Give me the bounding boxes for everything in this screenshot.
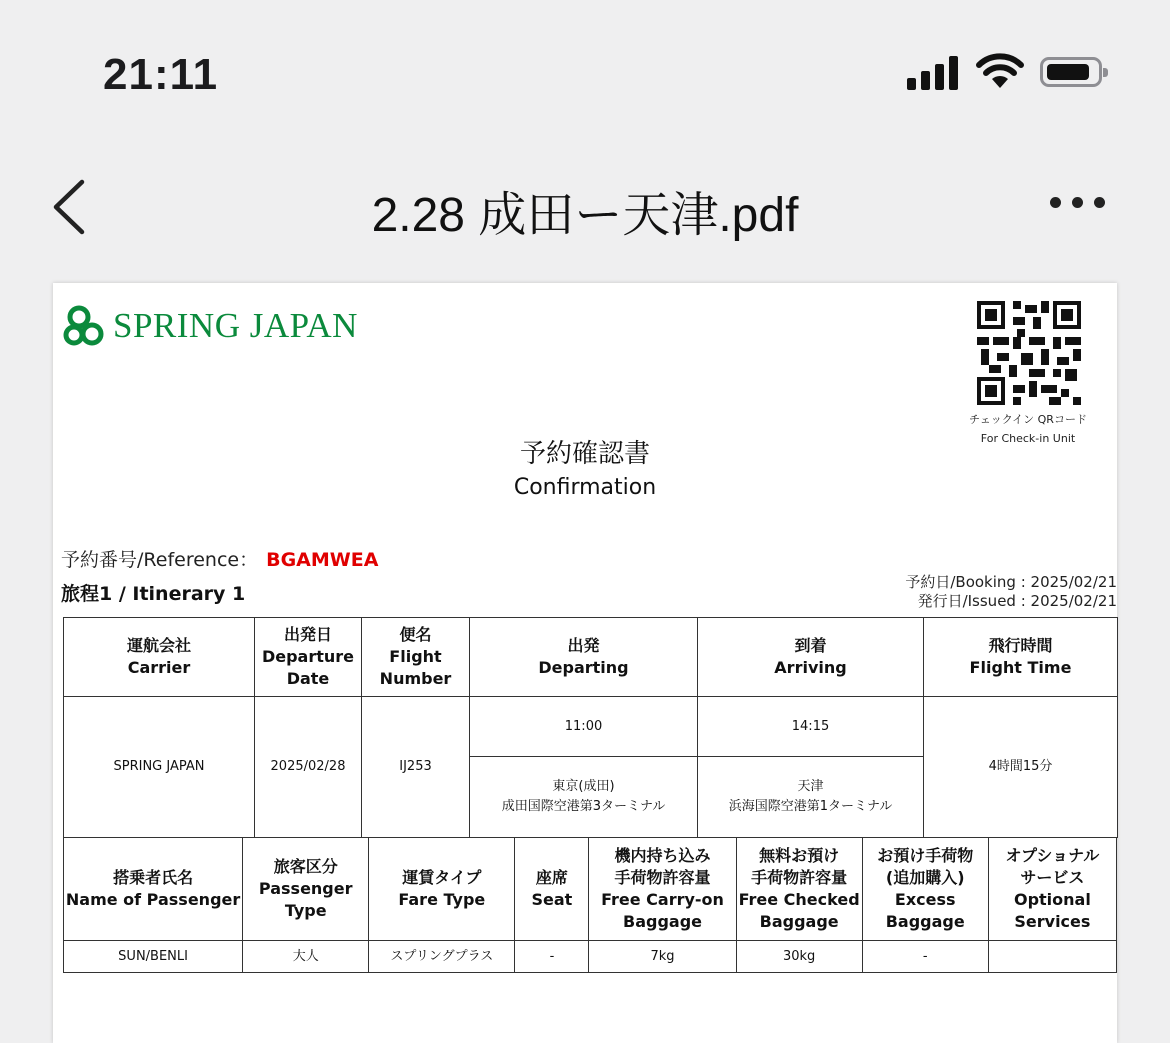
reference-line — [61, 545, 378, 572]
cellular-signal-icon — [907, 56, 961, 90]
cell-flight: IJ253 — [362, 697, 470, 838]
header-flight-time: 飛行時間 Flight Time — [924, 618, 1118, 697]
document-title: 2.28 成田ー天津.pdf — [371, 189, 799, 242]
header-passenger-name: 搭乗者氏名 Name of Passenger — [64, 838, 243, 941]
cell-type: 大人 — [243, 941, 369, 973]
cell-optional — [988, 941, 1116, 973]
cell-fare: スプリングプラス — [369, 941, 515, 973]
issued-date: 発行日/Issued : 2025/02/21 — [917, 592, 1117, 610]
header-excess-baggage: お預け手荷物 (追加購入) Excess Baggage — [862, 838, 988, 941]
header-fare-type: 運賃タイプ Fare Type — [369, 838, 515, 941]
booking-dates — [905, 573, 1117, 611]
reference-label: 予約番号/Reference： — [61, 549, 259, 571]
cell-excess: - — [862, 941, 988, 973]
cell-duration: 4時間15分 — [924, 697, 1118, 838]
reference-code: BGAMWEA — [266, 549, 379, 571]
cell-date: 2025/02/28 — [255, 697, 362, 838]
logo-text: SPRING JAPAN — [113, 306, 358, 345]
header-departing: 出発 Departing — [470, 618, 698, 697]
header-checked-baggage: 無料お預け 手荷物許容量 Free Checked Baggage — [736, 838, 862, 941]
header-optional-services: オプショナル サービス Optional Services — [988, 838, 1116, 941]
itinerary-heading: 旅程1 / Itinerary 1 — [61, 583, 246, 605]
header-seat: 座席 Seat — [515, 838, 589, 941]
header-carrier: 運航会社 Carrier — [64, 618, 255, 697]
qr-caption-en: For Check-in Unit — [980, 432, 1076, 445]
cell-arrival-time: 14:15 — [698, 697, 924, 757]
cell-checked: 30kg — [736, 941, 862, 973]
passenger-table — [63, 837, 1117, 973]
cell-carry-on: 7kg — [589, 941, 736, 973]
qr-caption-jp: チェックイン QRコード — [969, 413, 1087, 426]
pdf-page[interactable] — [53, 283, 1117, 1043]
qr-code-icon — [977, 301, 1081, 405]
header-departure-date: 出発日 Departure Date — [255, 618, 362, 697]
flight-table — [63, 617, 1118, 838]
spring-logo-icon — [63, 305, 105, 347]
cell-seat: - — [515, 941, 589, 973]
cell-name: SUN/BENLI — [64, 941, 243, 973]
cell-departure-place: 東京(成田) 成田国際空港第3ターミナル — [470, 757, 698, 838]
cell-arrival-place: 天津 浜海国際空港第1ターミナル — [698, 757, 924, 838]
confirmation-title-jp: 予約確認書 — [519, 439, 650, 469]
header-arriving: 到着 Arriving — [698, 618, 924, 697]
header-passenger-type: 旅客区分 Passenger Type — [243, 838, 369, 941]
spring-japan-logo — [63, 305, 358, 347]
wifi-icon — [975, 52, 1025, 90]
more-options-icon[interactable] — [1050, 197, 1105, 208]
battery-icon — [1040, 57, 1102, 87]
header-carry-on: 機内持ち込み 手荷物許容量 Free Carry-on Baggage — [589, 838, 736, 941]
cell-departure-time: 11:00 — [470, 697, 698, 757]
header-flight-number: 便名 Flight Number — [362, 618, 470, 697]
table-row — [64, 941, 1117, 973]
cell-carrier: SPRING JAPAN — [64, 697, 255, 838]
confirmation-title-en: Confirmation — [513, 475, 657, 500]
booking-date: 予約日/Booking : 2025/02/21 — [905, 573, 1117, 591]
status-time: 21:11 — [103, 50, 219, 99]
